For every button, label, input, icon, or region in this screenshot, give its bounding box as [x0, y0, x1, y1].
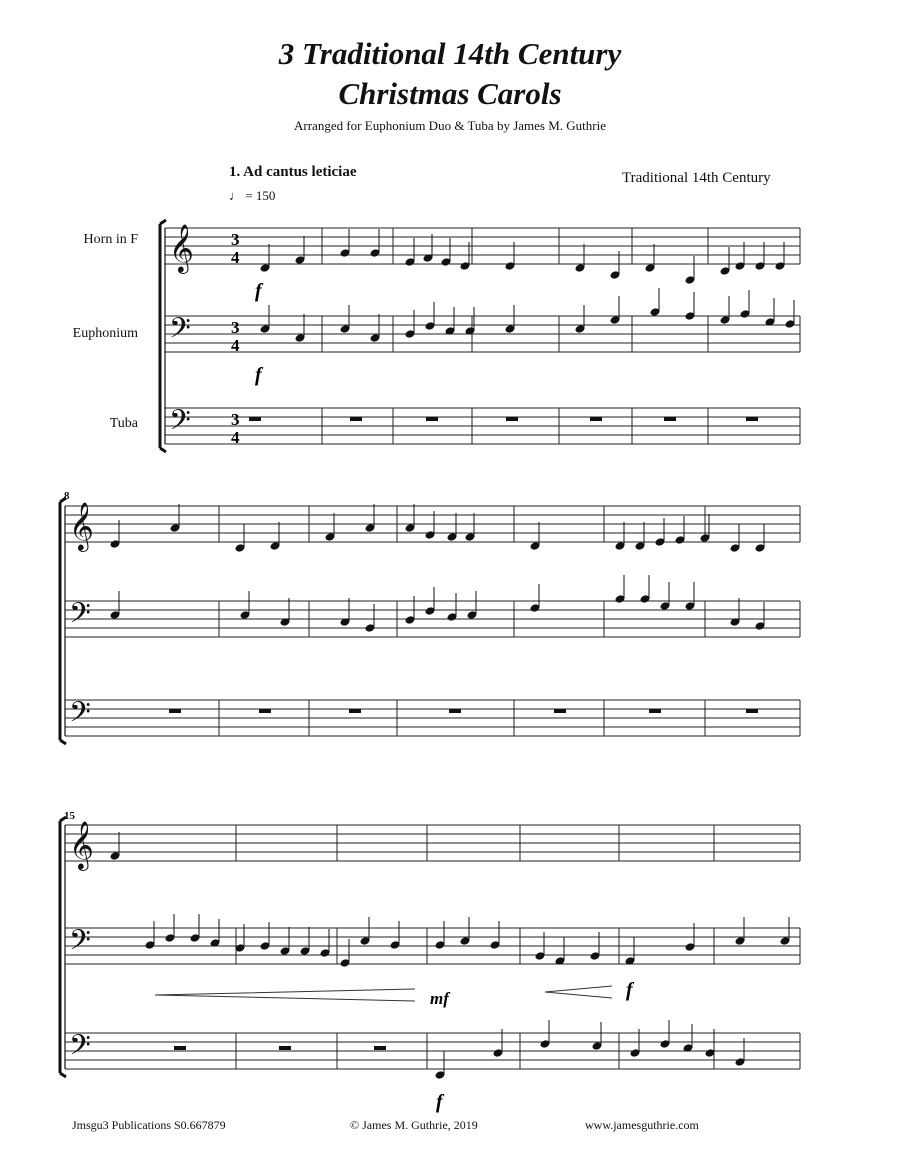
whole-rest [374, 1046, 386, 1050]
whole-rest [174, 1046, 186, 1050]
whole-rest [664, 417, 676, 421]
clef-symbol: 𝄢 [169, 404, 191, 444]
clef-symbol: 𝄢 [69, 696, 91, 736]
composer-credit: Traditional 14th Century [622, 170, 771, 186]
whole-rest [449, 709, 461, 713]
score-title-line2: Christmas Carols [338, 76, 562, 111]
whole-rest [590, 417, 602, 421]
measure-number-8: 8 [64, 490, 70, 502]
whole-rest [746, 709, 758, 713]
whole-rest [554, 709, 566, 713]
whole-rest [169, 709, 181, 713]
time-signature-bottom: 4 [231, 248, 240, 267]
footer-copyright: © James M. Guthrie, 2019 [350, 1118, 478, 1132]
whole-rest [649, 709, 661, 713]
instrument-label-horn: Horn in F [83, 232, 138, 247]
piece-title: 1. Ad cantus leticiae [229, 164, 357, 180]
time-signature-top: 3 [231, 318, 240, 337]
whole-rest [249, 417, 261, 421]
clef-symbol: 𝄢 [169, 312, 191, 352]
dynamic-euph-start: f [255, 364, 262, 386]
clef-symbol: 𝄢 [69, 1029, 91, 1069]
whole-rest [506, 417, 518, 421]
whole-rest [279, 1046, 291, 1050]
time-signature-top: 3 [231, 230, 240, 249]
footer-publisher: Jmsgu3 Publications S0.667879 [72, 1118, 226, 1132]
arranger-credit: Arranged for Euphonium Duo & Tuba by James M. Guthrie [294, 118, 606, 133]
footer-website: www.jamesguthrie.com [585, 1118, 699, 1132]
whole-rest [349, 709, 361, 713]
whole-rest [426, 417, 438, 421]
tempo-marking: ♩ = 150 [229, 188, 276, 203]
clef-symbol: 𝄞 [169, 223, 194, 272]
whole-rest [350, 417, 362, 421]
clef-symbol: 𝄞 [69, 820, 94, 869]
measure-number-15: 15 [64, 810, 75, 822]
time-signature-bottom: 4 [231, 336, 240, 355]
time-signature-bottom: 4 [231, 428, 240, 447]
whole-rest [746, 417, 758, 421]
crescendo-hairpin-1 [155, 989, 415, 1001]
whole-rest [259, 709, 271, 713]
dynamic-euph-f: f [626, 979, 633, 1001]
dynamic-horn-start: f [255, 280, 262, 302]
instrument-label-euphonium: Euphonium [72, 326, 138, 341]
instrument-label-tuba: Tuba [109, 416, 138, 431]
dynamic-tuba-f: f [436, 1091, 443, 1113]
note-heads [110, 229, 796, 1080]
score-title-line1: 3 Traditional 14th Century [278, 36, 622, 71]
time-signature-top: 3 [231, 410, 240, 429]
dynamic-euph-mf: mf [430, 989, 449, 1008]
clef-symbol: 𝄢 [69, 924, 91, 964]
clef-symbol: 𝄢 [69, 597, 91, 637]
clef-symbol: 𝄞 [69, 501, 94, 550]
crescendo-hairpin-2 [545, 986, 612, 998]
